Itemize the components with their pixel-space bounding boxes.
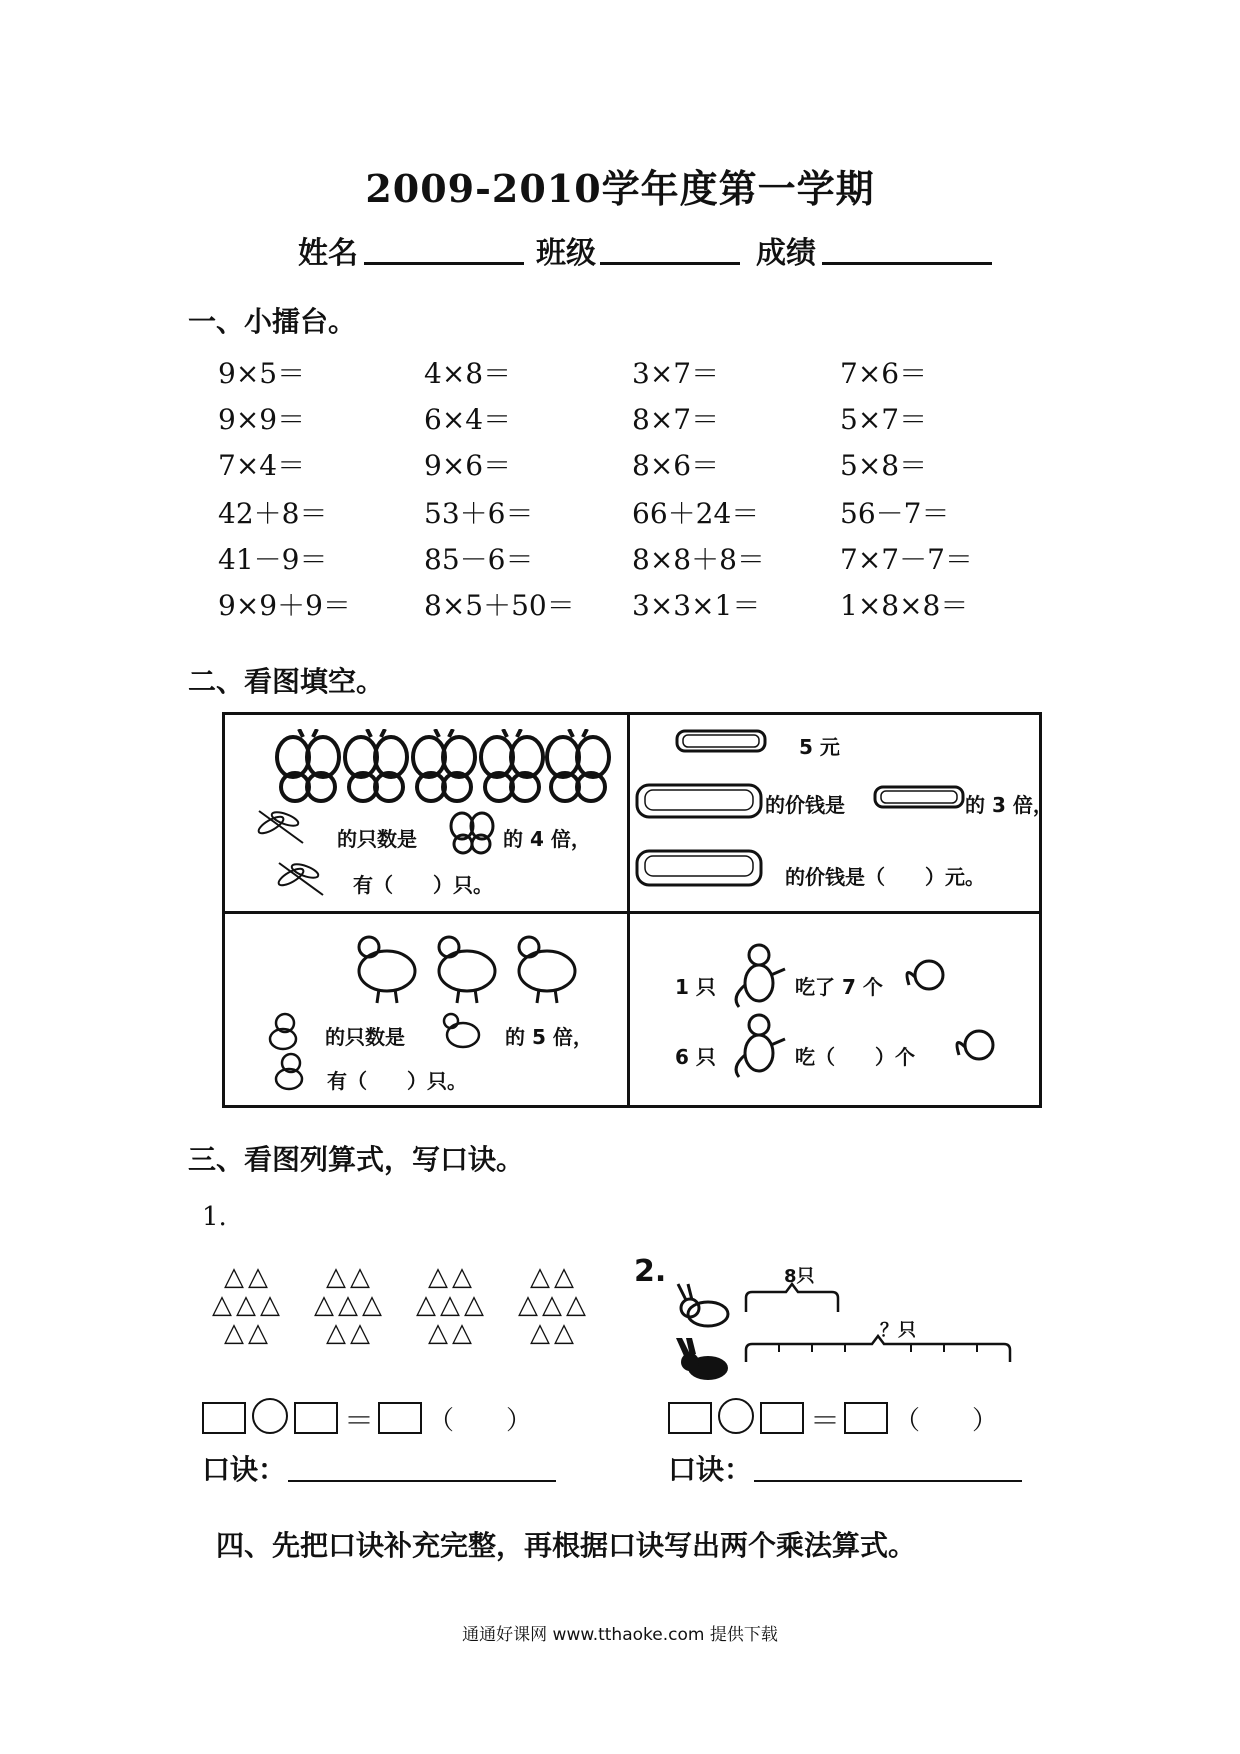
triangle-row: △△ [224, 1318, 272, 1348]
equation-item: 66＋24＝ [632, 497, 760, 530]
chick-icon [263, 1011, 303, 1051]
equation-item: 41－9＝ [218, 543, 328, 576]
bracket1-label: 8只 [784, 1266, 815, 1287]
item2-label: 2. [634, 1254, 667, 1289]
operator-circle-1[interactable] [252, 1398, 288, 1434]
section2-heading: 二、看图填空。 [188, 665, 385, 698]
equation-item: 56－7＝ [840, 497, 950, 530]
class-blank[interactable] [600, 262, 740, 265]
peach-icon-2 [951, 1025, 1003, 1065]
cell3-line2: 有（ ）只。 [327, 1069, 467, 1093]
koujue-label-2: 口诀： [668, 1453, 753, 1486]
peach-icon [901, 955, 949, 995]
name-label: 姓名 [298, 236, 358, 271]
answer-box-2[interactable] [294, 1402, 338, 1434]
koujue-blank-1[interactable] [288, 1480, 556, 1482]
triangle-row: △△ [428, 1262, 476, 1292]
picture-grid [222, 712, 1053, 1108]
chick-icon-2 [269, 1051, 309, 1091]
butterfly-small-icon [449, 811, 495, 855]
equation-item: 8×8＋8＝ [632, 543, 765, 576]
equation-item: 5×7＝ [840, 403, 928, 436]
cell1-line1: 的只数是 [337, 827, 417, 851]
butterflies-icon [275, 729, 615, 809]
cell4-line1a: 1 只 [675, 975, 716, 999]
koujue-label-1: 口诀： [202, 1453, 287, 1486]
chocolate-small-icon-2 [873, 783, 969, 813]
triangle-row: △△ [530, 1318, 578, 1348]
cell2-line1: 的价钱是 [765, 793, 845, 817]
equation-item: 3×7＝ [632, 357, 720, 390]
cell3-line1: 的只数是 [325, 1025, 405, 1049]
bracket2-label: ？只 [880, 1320, 916, 1341]
unit-paren-2[interactable]: （ ） [894, 1406, 999, 1436]
dragonfly-icon-2 [271, 855, 331, 905]
equation-item: 9×6＝ [424, 449, 512, 482]
triangle-row: △△ [326, 1318, 374, 1348]
cell4-line1b: 吃了 7 个 [795, 975, 883, 999]
chocolate-small-icon [675, 727, 771, 755]
cell2-price: 5 元 [799, 735, 840, 759]
hen-small-icon [439, 1009, 483, 1053]
cell4-line2a: 6 只 [675, 1045, 716, 1069]
item1-label: 1. [202, 1202, 227, 1232]
equation-item: 53＋6＝ [424, 497, 534, 530]
equation-item: 9×9＋9＝ [218, 589, 351, 622]
section1-heading: 一、小擂台。 [188, 305, 357, 338]
triangle-row: △△△ [314, 1290, 386, 1320]
section4-heading: 四、先把口诀补充完整，再根据口诀写出两个乘法算式。 [216, 1529, 917, 1562]
monkey-icon [727, 941, 787, 1011]
equation-item: 7×7－7＝ [840, 543, 973, 576]
chocolate-large-icon [635, 781, 765, 821]
cell2-line2: 的价钱是（ ）元。 [785, 865, 985, 889]
equation-item: 7×4＝ [218, 449, 306, 482]
rabbit-white-icon [672, 1282, 732, 1328]
unit-paren-1[interactable]: （ ） [428, 1406, 533, 1436]
cell1-line1b: 的 4 倍， [503, 827, 591, 851]
triangle-row: △△ [428, 1318, 476, 1348]
answer-box-5[interactable] [760, 1402, 804, 1434]
triangle-row: △△△ [416, 1290, 488, 1320]
hens-icon [351, 927, 591, 1007]
equation-item: 1×8×8＝ [840, 589, 969, 622]
class-label: 班级 [536, 236, 596, 271]
triangle-row: △△ [224, 1262, 272, 1292]
bracket-short [742, 1282, 842, 1318]
answer-box-6[interactable] [844, 1402, 888, 1434]
triangle-row: △△△ [212, 1290, 284, 1320]
rabbit-black-icon [672, 1336, 732, 1382]
chocolate-large-icon-2 [635, 847, 765, 889]
page-title: 2009-2010学年度第一学期 [365, 166, 875, 211]
grid-horizontal-divider [225, 911, 1039, 914]
monkey-icon-2 [727, 1011, 787, 1081]
cell2-line1b: 的 3 倍， [965, 793, 1053, 817]
name-blank[interactable] [364, 262, 524, 265]
equation-item: 9×5＝ [218, 357, 306, 390]
equation-item: 42＋8＝ [218, 497, 328, 530]
equation-item: 9×9＝ [218, 403, 306, 436]
koujue-blank-2[interactable] [754, 1480, 1022, 1482]
equation-item: 85－6＝ [424, 543, 534, 576]
answer-box-1[interactable] [202, 1402, 246, 1434]
cell4-line2b: 吃（ ）个 [795, 1045, 915, 1069]
answer-box-3[interactable] [378, 1402, 422, 1434]
equation-item: 6×4＝ [424, 403, 512, 436]
equation-item: 7×6＝ [840, 357, 928, 390]
equals-sign-2: ＝ [810, 1404, 840, 1439]
section3-heading: 三、看图列算式，写口诀。 [188, 1143, 525, 1176]
equation-item: 8×7＝ [632, 403, 720, 436]
cell3-line1b: 的 5 倍， [505, 1025, 593, 1049]
equation-item: 8×6＝ [632, 449, 720, 482]
operator-circle-2[interactable] [718, 1398, 754, 1434]
dragonfly-icon [251, 803, 311, 853]
score-label: 成绩 [756, 236, 816, 271]
score-blank[interactable] [822, 262, 992, 265]
equation-item: 5×8＝ [840, 449, 928, 482]
bracket-long [742, 1334, 1016, 1368]
equals-sign-1: ＝ [344, 1404, 374, 1439]
equation-item: 4×8＝ [424, 357, 512, 390]
answer-box-4[interactable] [668, 1402, 712, 1434]
equation-item: 8×5＋50＝ [424, 589, 575, 622]
triangle-row: △△ [530, 1262, 578, 1292]
triangle-row: △△△ [518, 1290, 590, 1320]
cell1-line2: 有（ ）只。 [353, 873, 493, 897]
footer-text: 通通好课网 www.tthaoke.com 提供下载 [462, 1625, 778, 1645]
equation-item: 3×3×1＝ [632, 589, 761, 622]
triangle-row: △△ [326, 1262, 374, 1292]
grid-vertical-divider [627, 715, 630, 1105]
